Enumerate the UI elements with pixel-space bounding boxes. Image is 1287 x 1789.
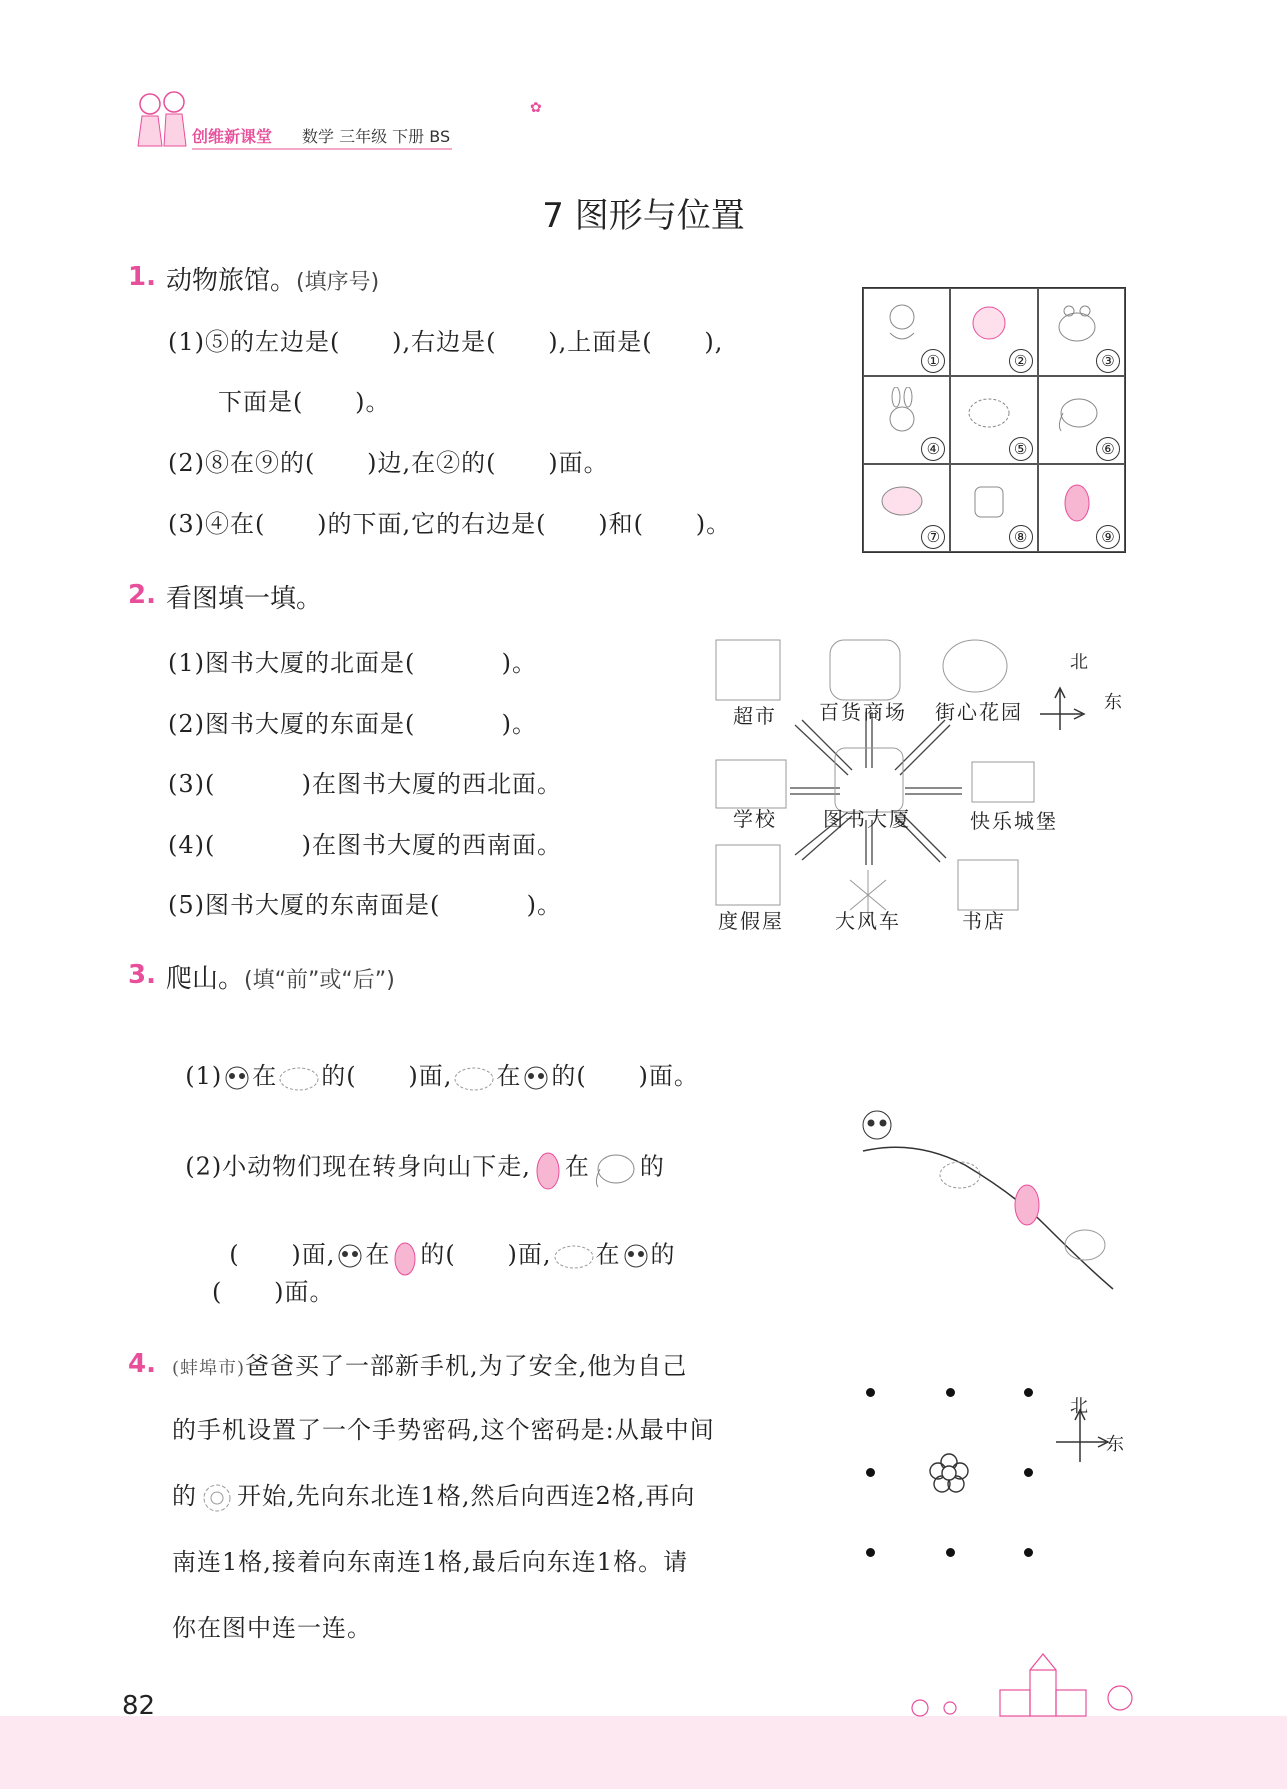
grid-cell: ⑤	[950, 376, 1037, 464]
frog-icon	[1053, 299, 1101, 347]
rabbit-icon	[878, 387, 926, 435]
grid-cell: ⑧	[950, 464, 1037, 552]
q1-line4[interactable]: (3)④在( )的下面,它的右边是( )和( )。	[168, 510, 732, 538]
q1-heading: 动物旅馆。(填序号)	[166, 266, 380, 296]
q1-line2[interactable]: 下面是( )。	[218, 388, 391, 416]
bear-icon	[531, 1143, 565, 1193]
panda-icon	[222, 1063, 252, 1093]
panda-icon	[621, 1241, 651, 1271]
grid-cell: ③	[1038, 288, 1125, 376]
castle-decoration-icon	[890, 1650, 1180, 1720]
sheep-icon	[552, 1241, 596, 1271]
q4-line4[interactable]: 南连1格,接着向东南连1格,最后向东连1格。请	[172, 1548, 689, 1576]
animal-hotel-grid	[862, 287, 1126, 553]
grid-cell: ⑥	[1038, 376, 1125, 464]
map-label-windmill: 大风车	[835, 909, 901, 933]
flower-start-icon	[197, 1481, 237, 1515]
lock-dot[interactable]	[946, 1548, 955, 1557]
grid-cell: ⑦	[863, 464, 950, 552]
q3-number: 3.	[128, 960, 156, 990]
page-title: 7 图形与位置	[542, 196, 745, 236]
panda-icon	[521, 1063, 551, 1093]
map-label-supermarket: 超市	[733, 704, 777, 728]
q2-number: 2.	[128, 580, 156, 610]
bear-icon	[390, 1233, 420, 1279]
grid-cell: ⑨	[1038, 464, 1125, 552]
map-label-department-store: 百货商场	[819, 700, 907, 724]
q1-line1[interactable]: (1)⑤的左边是( ),右边是( ),上面是( ),	[168, 328, 724, 356]
compass-east-label: 东	[1106, 1434, 1124, 1455]
center-flower-dot[interactable]	[926, 1450, 972, 1496]
q3-line4[interactable]: ( )面。	[212, 1278, 335, 1306]
grid-cell: ②	[950, 288, 1037, 376]
footer-band	[0, 1716, 1287, 1789]
header-subject: 数学 三年级 下册 BS	[302, 127, 451, 146]
q2-line3[interactable]: (3)( )在图书大厦的西北面。	[168, 770, 563, 798]
q1-number: 1.	[128, 262, 156, 292]
lock-dot[interactable]	[1024, 1388, 1033, 1397]
map-lines	[700, 630, 1120, 940]
q4-line1[interactable]: (蚌埠市)爸爸买了一部新手机,为了安全,他为自己	[172, 1352, 688, 1380]
header-underline	[192, 148, 452, 150]
q2-line5[interactable]: (5)图书大厦的东南面是( )。	[168, 891, 563, 919]
compass-north-label: 北	[1070, 1396, 1088, 1417]
bird-icon	[965, 299, 1013, 347]
mountain-scene	[855, 1095, 1115, 1295]
grid-cell: ④	[863, 376, 950, 464]
q4-line3[interactable]: 的 开始,先向东北连1格,然后向西连2格,再向	[172, 1476, 695, 1515]
map-north-label: 北	[1070, 652, 1088, 673]
lock-dot[interactable]	[866, 1548, 875, 1557]
map-label-castle: 快乐城堡	[970, 809, 1058, 833]
sheep-icon	[452, 1063, 496, 1093]
sheep-icon	[277, 1063, 321, 1093]
map-label-bookstore: 书店	[962, 909, 1006, 933]
grid-cell: ①	[863, 288, 950, 376]
cat-icon	[965, 475, 1013, 523]
q2-line1[interactable]: (1)图书大厦的北面是( )。	[168, 649, 538, 677]
panda-icon	[335, 1241, 365, 1271]
lock-dot[interactable]	[946, 1388, 955, 1397]
kids-logo-icon	[128, 86, 198, 156]
header-brand: 创维新课堂	[192, 127, 273, 146]
monkey-icon	[878, 299, 926, 347]
pig-icon	[878, 475, 926, 523]
page-number: 82	[122, 1691, 156, 1721]
lock-dot[interactable]	[1024, 1468, 1033, 1477]
map-east-label: 东	[1104, 692, 1122, 713]
q4-number: 4.	[128, 1349, 156, 1379]
q2-line4[interactable]: (4)( )在图书大厦的西南面。	[168, 831, 563, 859]
q3-line2[interactable]: (2)小动物们现在转身向山下走, 在 的	[168, 1115, 665, 1193]
q2-heading: 看图填一填。	[166, 584, 323, 614]
bear-icon	[1053, 475, 1101, 523]
q3-line1[interactable]: (1) 在 的( )面, 在 的( )面。	[168, 1028, 699, 1093]
q4-line2[interactable]: 的手机设置了一个手势密码,这个密码是:从最中间	[172, 1416, 715, 1444]
map-label-garden: 街心花园	[935, 700, 1023, 724]
lock-dot[interactable]	[866, 1468, 875, 1477]
q4-line5[interactable]: 你在图中连一连。	[172, 1614, 372, 1642]
map-label-book-building: 图书大厦	[823, 807, 911, 831]
map-label-resort: 度假屋	[718, 909, 784, 933]
flower-icon: ✿	[530, 100, 542, 116]
lock-dot[interactable]	[866, 1388, 875, 1397]
elephant-icon	[1053, 387, 1101, 435]
map-label-school: 学校	[733, 807, 777, 831]
elephant-icon	[590, 1143, 640, 1193]
q3-line3[interactable]: ( )面, 在 的( )面, 在 的	[212, 1205, 676, 1279]
q3-heading: 爬山。(填“前”或“后”)	[166, 964, 395, 994]
lock-dot[interactable]	[1024, 1548, 1033, 1557]
sheep-icon	[965, 387, 1013, 435]
q2-line2[interactable]: (2)图书大厦的东面是( )。	[168, 710, 538, 738]
q1-line3[interactable]: (2)⑧在⑨的( )边,在②的( )面。	[168, 449, 609, 477]
